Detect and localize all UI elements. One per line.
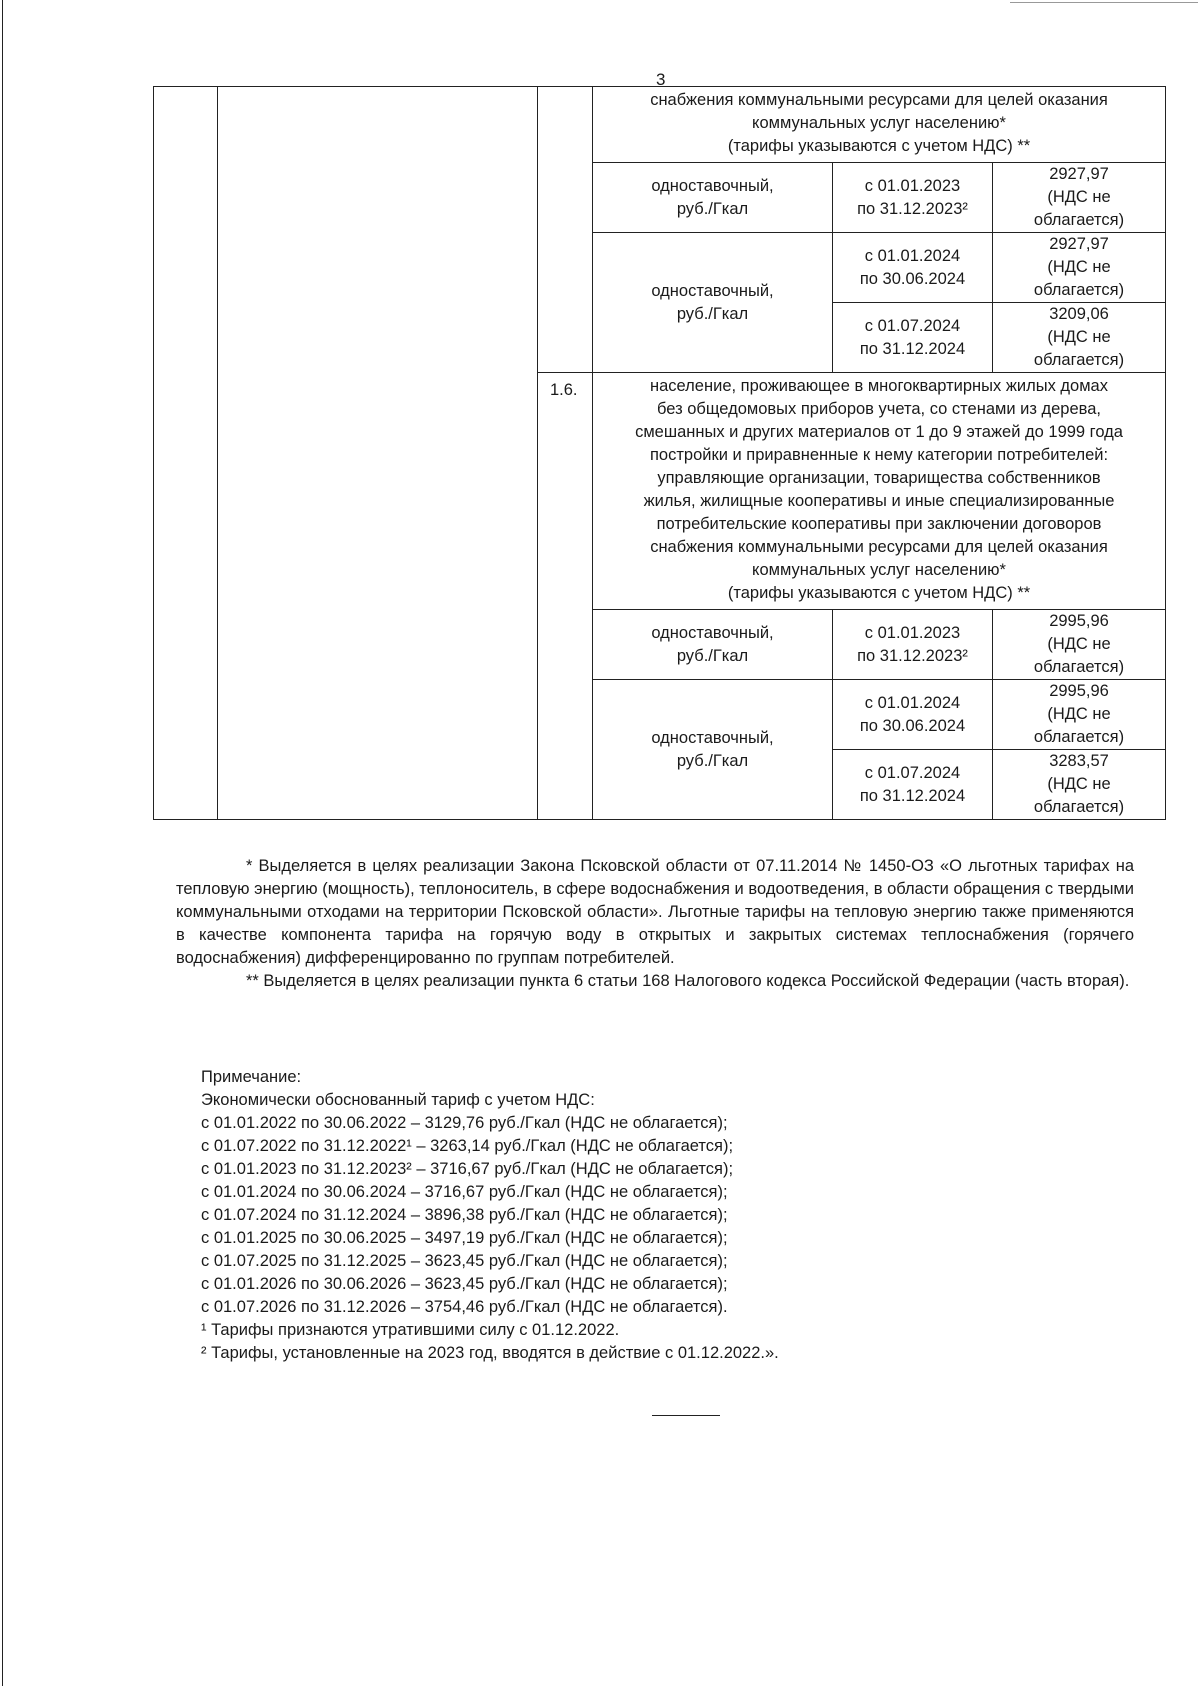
remark-block	[201, 1066, 1101, 1365]
tariff-period-cell: с 01.07.2024 по 31.12.2024	[833, 303, 993, 373]
tariff-period-cell: с 01.01.2023 по 31.12.2023²	[833, 163, 993, 233]
remark-line: с 01.01.2026 по 30.06.2026 – 3623,45 руб./Гкал (НДС не облагается);	[201, 1275, 728, 1293]
tariff-value-cell: 3209,06 (НДС не облагается)	[993, 303, 1166, 373]
scan-edge-line	[2, 0, 3, 1686]
section-description: снабжения коммунальными ресурсами для целей оказания коммунальных услуг населению* (тарифы указываются с учетом НДС) **	[593, 87, 1166, 163]
tariff-period-cell: с 01.01.2023 по 31.12.2023²	[833, 610, 993, 680]
remark-note: ² Тарифы, установленные на 2023 год, вводятся в действие с 01.12.2022.».	[201, 1344, 779, 1362]
table-cell-empty	[218, 87, 538, 820]
remark-line: с 01.07.2026 по 31.12.2026 – 3754,46 руб./Гкал (НДС не облагается).	[201, 1298, 728, 1316]
page-number: 3	[656, 70, 666, 89]
remark-line: с 01.07.2022 по 31.12.2022¹ – 3263,14 руб./Гкал (НДС не облагается);	[201, 1137, 734, 1155]
table-row	[154, 87, 1166, 163]
remark-line: с 01.07.2024 по 31.12.2024 – 3896,38 руб./Гкал (НДС не облагается);	[201, 1206, 728, 1224]
footnote-double-star: ** Выделяется в целях реализации пункта 6 статьи 168 Налогового кодекса Российской Федерации (часть вторая).	[246, 972, 1130, 990]
tariff-period-cell: с 01.01.2024 по 30.06.2024	[833, 680, 993, 750]
section-number: 1.6.	[538, 373, 593, 820]
remark-title: Примечание:	[201, 1068, 302, 1086]
tariff-type-cell: одноставочный, руб./Гкал	[593, 163, 833, 233]
tariff-value-cell: 2995,96 (НДС не облагается)	[993, 610, 1166, 680]
tariff-value-cell: 3283,57 (НДС не облагается)	[993, 750, 1166, 820]
table-cell-empty	[154, 87, 218, 820]
scan-edge-line-top	[1010, 2, 1198, 3]
remark-line: с 01.01.2022 по 30.06.2022 – 3129,76 руб./Гкал (НДС не облагается);	[201, 1114, 728, 1132]
tariff-value-cell: 2995,96 (НДС не облагается)	[993, 680, 1166, 750]
remark-note: ¹ Тарифы признаются утратившими силу с 01.12.2022.	[201, 1321, 620, 1339]
tariff-type-cell: одноставочный, руб./Гкал	[593, 233, 833, 373]
tariff-type-cell: одноставочный, руб./Гкал	[593, 680, 833, 820]
tariff-value-cell: 2927,97 (НДС не облагается)	[993, 233, 1166, 303]
remark-line: с 01.01.2025 по 30.06.2025 – 3497,19 руб./Гкал (НДС не облагается);	[201, 1229, 728, 1247]
remark-line: с 01.07.2025 по 31.12.2025 – 3623,45 руб./Гкал (НДС не облагается);	[201, 1252, 728, 1270]
remark-subtitle: Экономически обоснованный тариф с учетом НДС:	[201, 1091, 595, 1109]
footnotes	[176, 855, 1134, 993]
remark-line: с 01.01.2024 по 30.06.2024 – 3716,67 руб./Гкал (НДС не облагается);	[201, 1183, 728, 1201]
footnote-star: * Выделяется в целях реализации Закона Псковской области от 07.11.2014 № 1450-ОЗ «О льготных тарифах на тепловую энергию (мощность), теплоноситель, в сфере водоснабжения и водоотведения, в области обращения с твердыми коммунальными отходами на территории Псковской области». Льготные тарифы на тепловую энергию также применяются в качестве компонента тарифа на горячую воду в открытых и закрытых системах теплоснабжения (горячего водоснабжения) дифференцированно по группам потребителей.	[176, 857, 1134, 967]
section-description: население, проживающее в многоквартирных жилых домах без общедомовых приборов учета, со стенами из дерева, смешанных и других материалов от 1 до 9 этажей до 1999 года постройки и приравненные к нему категории потребителей: управляющие организации, товарищества собственников жилья, жилищные кооперативы и иные специализированные потребительские кооперативы при заключении договоров снабжения коммунальными ресурсами для целей оказания коммунальных услуг населению* (тарифы указываются с учетом НДС) **	[593, 373, 1166, 610]
tariff-value-cell: 2927,97 (НДС не облагается)	[993, 163, 1166, 233]
table-cell-empty	[538, 87, 593, 373]
tariff-period-cell: с 01.07.2024 по 31.12.2024	[833, 750, 993, 820]
tariff-period-cell: с 01.01.2024 по 30.06.2024	[833, 233, 993, 303]
tariff-table	[153, 86, 1166, 820]
end-divider	[652, 1415, 720, 1416]
remark-line: с 01.01.2023 по 31.12.2023² – 3716,67 руб./Гкал (НДС не облагается);	[201, 1160, 734, 1178]
tariff-type-cell: одноставочный, руб./Гкал	[593, 610, 833, 680]
